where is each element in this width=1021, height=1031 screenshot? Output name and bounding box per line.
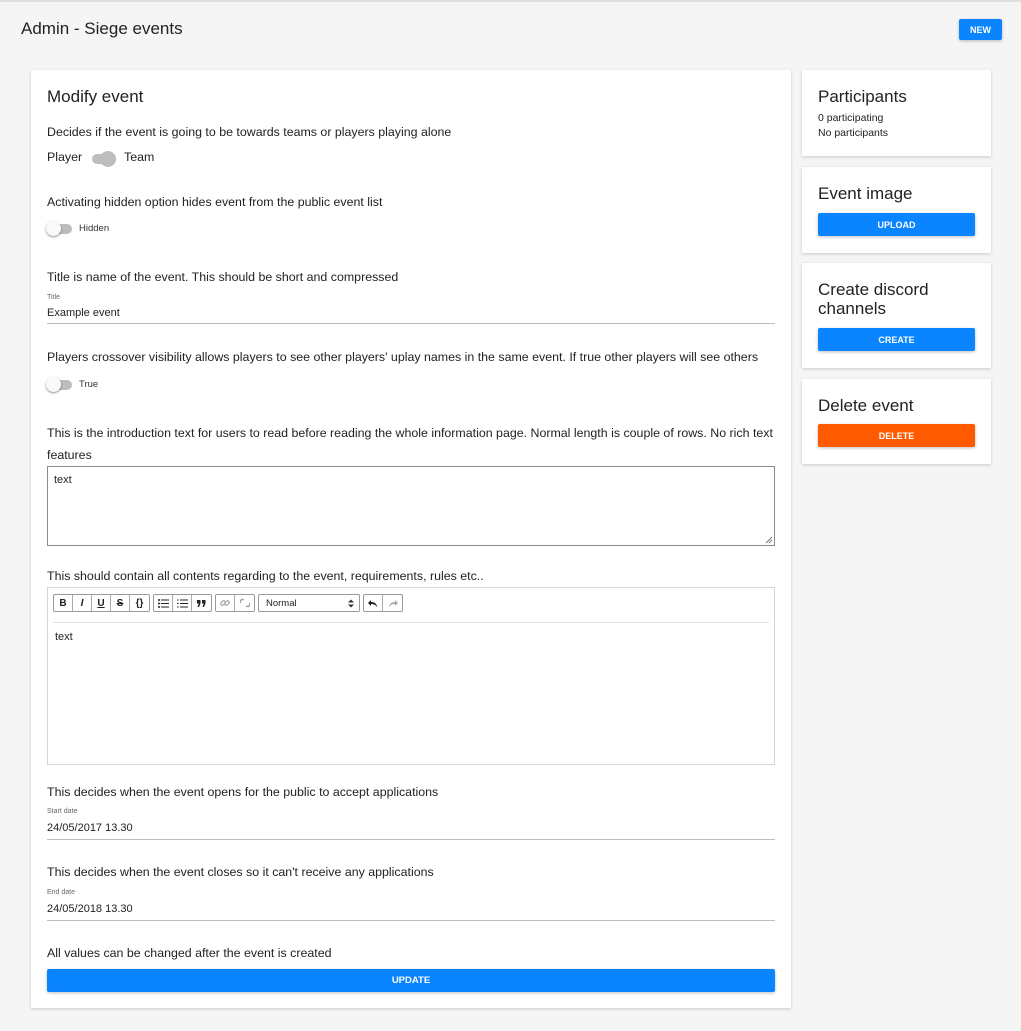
editor-toolbar [53, 594, 406, 614]
unlink-icon[interactable] [235, 595, 254, 611]
delete-event-card [802, 379, 991, 464]
link-group [215, 594, 255, 612]
select-arrows-icon [348, 599, 354, 608]
redo-icon[interactable] [383, 595, 402, 611]
delete-event-title: Delete event [818, 396, 914, 415]
team-mode-toggle[interactable] [92, 154, 114, 164]
hidden-description: Activating hidden option hides event from the public event list [47, 195, 383, 209]
create-channels-button[interactable]: CREATE [818, 328, 975, 351]
title-field-label: Title [47, 294, 60, 301]
block-format-select[interactable] [258, 594, 360, 612]
rich-text-editor [47, 587, 775, 765]
start-date-label: Start date [47, 808, 78, 815]
format-group [53, 594, 150, 612]
editor-content[interactable]: text [55, 631, 73, 643]
title-input[interactable]: Example event [47, 307, 120, 319]
code-button[interactable]: {} [130, 595, 149, 611]
new-event-button[interactable]: NEW [959, 19, 1002, 40]
top-border [0, 0, 1021, 2]
end-date-underline [47, 920, 775, 921]
link-icon[interactable] [216, 595, 235, 611]
upload-button[interactable]: UPLOAD [818, 213, 975, 236]
crossover-label: True [79, 379, 99, 390]
hidden-toggle[interactable] [50, 224, 72, 234]
modify-event-title: Modify event [47, 87, 144, 106]
numbered-list-icon[interactable] [173, 595, 192, 611]
crossover-toggle[interactable] [50, 380, 72, 390]
event-image-card [802, 167, 991, 253]
team-mode-description: Decides if the event is going to be towards teams or players playing alone [47, 125, 452, 139]
history-group [363, 594, 403, 612]
event-image-title: Event image [818, 184, 913, 203]
footer-note: All values can be changed after the event is created [47, 946, 332, 960]
participants-title: Participants [818, 87, 907, 106]
block-format-value: Normal [266, 597, 297, 609]
intro-textarea[interactable] [47, 466, 775, 546]
end-date-description: This decides when the event closes so it can't receive any applications [47, 865, 434, 879]
start-date-underline [47, 839, 775, 840]
underline-button[interactable]: U [92, 595, 111, 611]
participants-count: 0 participating [818, 112, 884, 124]
end-date-input[interactable]: 24/05/2018 13.30 [47, 903, 133, 915]
page-title: Admin - Siege events [21, 19, 183, 38]
content-description: This should contain all contents regarding to the event, requirements, rules etc.. [47, 569, 484, 583]
italic-button[interactable]: I [73, 595, 92, 611]
list-group [153, 594, 212, 612]
delete-button[interactable]: DELETE [818, 424, 975, 447]
editor-divider [53, 622, 769, 623]
intro-description: This is the introduction text for users to read before reading the whole information page. Normal length is couple of rows. No rich text features [47, 426, 773, 462]
start-date-description: This decides when the event opens for the public to accept applications [47, 785, 439, 799]
player-label: Player [47, 150, 83, 164]
crossover-description: Players crossover visibility allows players to see other players' uplay names in the same event. If true other players will see others [47, 350, 759, 364]
start-date-input[interactable]: 24/05/2017 13.30 [47, 822, 133, 834]
resize-grip-icon[interactable] [765, 536, 773, 544]
undo-icon[interactable] [364, 595, 383, 611]
end-date-label: End date [47, 889, 76, 896]
discord-card [802, 263, 991, 368]
title-input-underline [47, 323, 775, 324]
participants-card [802, 70, 991, 156]
crossover-toggle-knob [46, 377, 61, 392]
update-button[interactable]: UPDATE [47, 969, 775, 992]
team-mode-toggle-knob [100, 151, 116, 167]
quote-icon[interactable] [192, 595, 211, 611]
title-description: Title is name of the event. This should be short and compressed [47, 270, 399, 284]
strikethrough-button[interactable]: S [111, 595, 130, 611]
bullet-list-icon[interactable] [154, 595, 173, 611]
discord-title: Create discord channels [818, 280, 929, 318]
hidden-toggle-knob [46, 221, 61, 236]
participants-empty: No participants [818, 127, 889, 139]
bold-button[interactable]: B [54, 595, 73, 611]
team-label: Team [124, 150, 155, 164]
hidden-label: Hidden [79, 223, 110, 234]
